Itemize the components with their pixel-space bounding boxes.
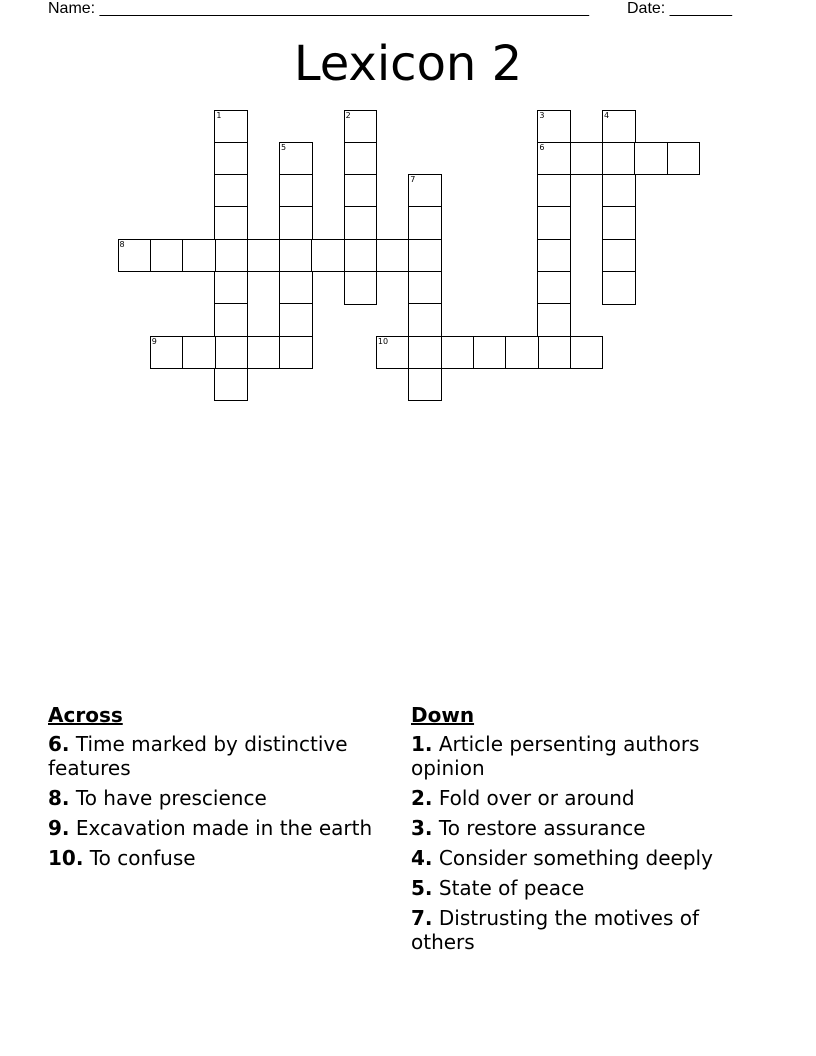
grid-cell[interactable] bbox=[182, 336, 216, 370]
down-heading: Down bbox=[411, 703, 475, 727]
grid-cell[interactable] bbox=[537, 110, 571, 144]
grid-cell[interactable] bbox=[602, 271, 636, 305]
grid-cell[interactable] bbox=[214, 271, 248, 305]
clue-text: Time marked by distinctive features bbox=[48, 732, 348, 780]
down-clue bbox=[411, 906, 761, 954]
clue-text: Excavation made in the earth bbox=[69, 816, 373, 840]
grid-cell[interactable] bbox=[408, 271, 442, 305]
grid-cell[interactable] bbox=[505, 336, 539, 370]
clue-number: 6. bbox=[48, 732, 70, 756]
grid-cell[interactable] bbox=[344, 110, 378, 144]
grid-cell[interactable] bbox=[279, 142, 313, 176]
clue-number-label: 1 bbox=[216, 110, 222, 120]
name-field[interactable]: Name: _______________________________________________________ bbox=[48, 0, 589, 17]
grid-cell[interactable] bbox=[408, 239, 442, 273]
clue-number-label: 5 bbox=[281, 142, 287, 152]
clue-number-label: 4 bbox=[604, 110, 610, 120]
grid-cell[interactable] bbox=[279, 271, 313, 305]
date-field[interactable]: Date: _______ bbox=[627, 0, 732, 17]
grid-cell[interactable] bbox=[537, 174, 571, 208]
grid-cell[interactable] bbox=[667, 142, 701, 176]
grid-cell[interactable] bbox=[247, 336, 281, 370]
grid-cell[interactable] bbox=[570, 336, 604, 370]
grid-cell[interactable] bbox=[634, 142, 668, 176]
down-clue bbox=[411, 786, 761, 810]
grid-cell[interactable] bbox=[602, 110, 636, 144]
grid-cell[interactable] bbox=[279, 239, 313, 273]
clue-text: Fold over or around bbox=[432, 786, 635, 810]
grid-cell[interactable] bbox=[214, 239, 248, 273]
down-clue bbox=[411, 816, 761, 840]
clue-number-label: 6 bbox=[539, 142, 545, 152]
grid-cell[interactable] bbox=[311, 239, 345, 273]
grid-cell[interactable] bbox=[537, 142, 571, 176]
grid-cell[interactable] bbox=[408, 206, 442, 240]
grid-cell[interactable] bbox=[537, 271, 571, 305]
clue-number: 3. bbox=[411, 816, 433, 840]
grid-cell[interactable] bbox=[214, 110, 248, 144]
clue-number: 9. bbox=[48, 816, 70, 840]
grid-cell[interactable] bbox=[344, 239, 378, 273]
grid-cell[interactable] bbox=[408, 303, 442, 337]
clue-number: 7. bbox=[411, 906, 433, 930]
grid-cell[interactable] bbox=[214, 174, 248, 208]
clue-number: 8. bbox=[48, 786, 70, 810]
clue-number-label: 10 bbox=[377, 336, 389, 346]
grid-cell[interactable] bbox=[182, 239, 216, 273]
clue-text: Consider something deeply bbox=[432, 846, 713, 870]
clue-number-label: 8 bbox=[119, 239, 125, 249]
down-clue bbox=[411, 732, 761, 780]
grid-cell[interactable] bbox=[344, 174, 378, 208]
grid-cell[interactable] bbox=[408, 336, 442, 370]
crossword-grid bbox=[0, 0, 816, 420]
grid-cell[interactable] bbox=[602, 174, 636, 208]
grid-cell[interactable] bbox=[279, 174, 313, 208]
down-clues bbox=[411, 702, 761, 960]
clue-number-label: 2 bbox=[345, 110, 351, 120]
grid-cell[interactable] bbox=[408, 174, 442, 208]
grid-cell[interactable] bbox=[376, 336, 410, 370]
clue-number-label: 3 bbox=[539, 110, 545, 120]
grid-cell[interactable] bbox=[473, 336, 507, 370]
clue-text: To restore assurance bbox=[432, 816, 646, 840]
grid-cell[interactable] bbox=[344, 271, 378, 305]
grid-cell[interactable] bbox=[344, 142, 378, 176]
across-clue bbox=[48, 786, 388, 810]
grid-cell[interactable] bbox=[376, 239, 410, 273]
across-clue bbox=[48, 816, 388, 840]
clue-number-label: 9 bbox=[151, 336, 157, 346]
grid-cell[interactable] bbox=[279, 336, 313, 370]
clue-text: Article persenting authors opinion bbox=[411, 732, 700, 780]
clue-number: 10. bbox=[48, 846, 84, 870]
across-clue bbox=[48, 846, 388, 870]
grid-cell[interactable] bbox=[537, 239, 571, 273]
across-clues bbox=[48, 702, 388, 876]
across-heading: Across bbox=[48, 703, 123, 727]
clue-text: To have prescience bbox=[69, 786, 267, 810]
clue-text: Distrusting the motives of others bbox=[411, 906, 700, 954]
grid-cell[interactable] bbox=[441, 336, 475, 370]
clue-text: State of peace bbox=[432, 876, 585, 900]
page-title: Lexicon 2 bbox=[293, 36, 523, 92]
clue-number: 4. bbox=[411, 846, 433, 870]
grid-cell[interactable] bbox=[408, 368, 442, 402]
clue-number-label: 7 bbox=[410, 175, 416, 185]
grid-cell[interactable] bbox=[570, 142, 604, 176]
grid-cell[interactable] bbox=[214, 303, 248, 337]
grid-cell[interactable] bbox=[279, 206, 313, 240]
across-clue bbox=[48, 732, 388, 780]
down-clue bbox=[411, 846, 761, 870]
grid-cell[interactable] bbox=[214, 368, 248, 402]
grid-cell[interactable] bbox=[214, 336, 248, 370]
grid-cell[interactable] bbox=[214, 142, 248, 176]
grid-cell[interactable] bbox=[537, 206, 571, 240]
grid-cell[interactable] bbox=[602, 206, 636, 240]
grid-cell[interactable] bbox=[537, 303, 571, 337]
grid-cell[interactable] bbox=[537, 336, 571, 370]
clue-number: 1. bbox=[411, 732, 433, 756]
clue-text: To confuse bbox=[83, 846, 196, 870]
grid-cell[interactable] bbox=[150, 336, 184, 370]
grid-cell[interactable] bbox=[150, 239, 184, 273]
down-clue bbox=[411, 876, 761, 900]
grid-cell[interactable] bbox=[214, 206, 248, 240]
clue-number: 5. bbox=[411, 876, 433, 900]
clue-number: 2. bbox=[411, 786, 433, 810]
grid-cell[interactable] bbox=[279, 303, 313, 337]
grid-cell[interactable] bbox=[247, 239, 281, 273]
grid-cell[interactable] bbox=[118, 239, 152, 273]
grid-cell[interactable] bbox=[344, 206, 378, 240]
grid-cell[interactable] bbox=[602, 239, 636, 273]
grid-cell[interactable] bbox=[602, 142, 636, 176]
